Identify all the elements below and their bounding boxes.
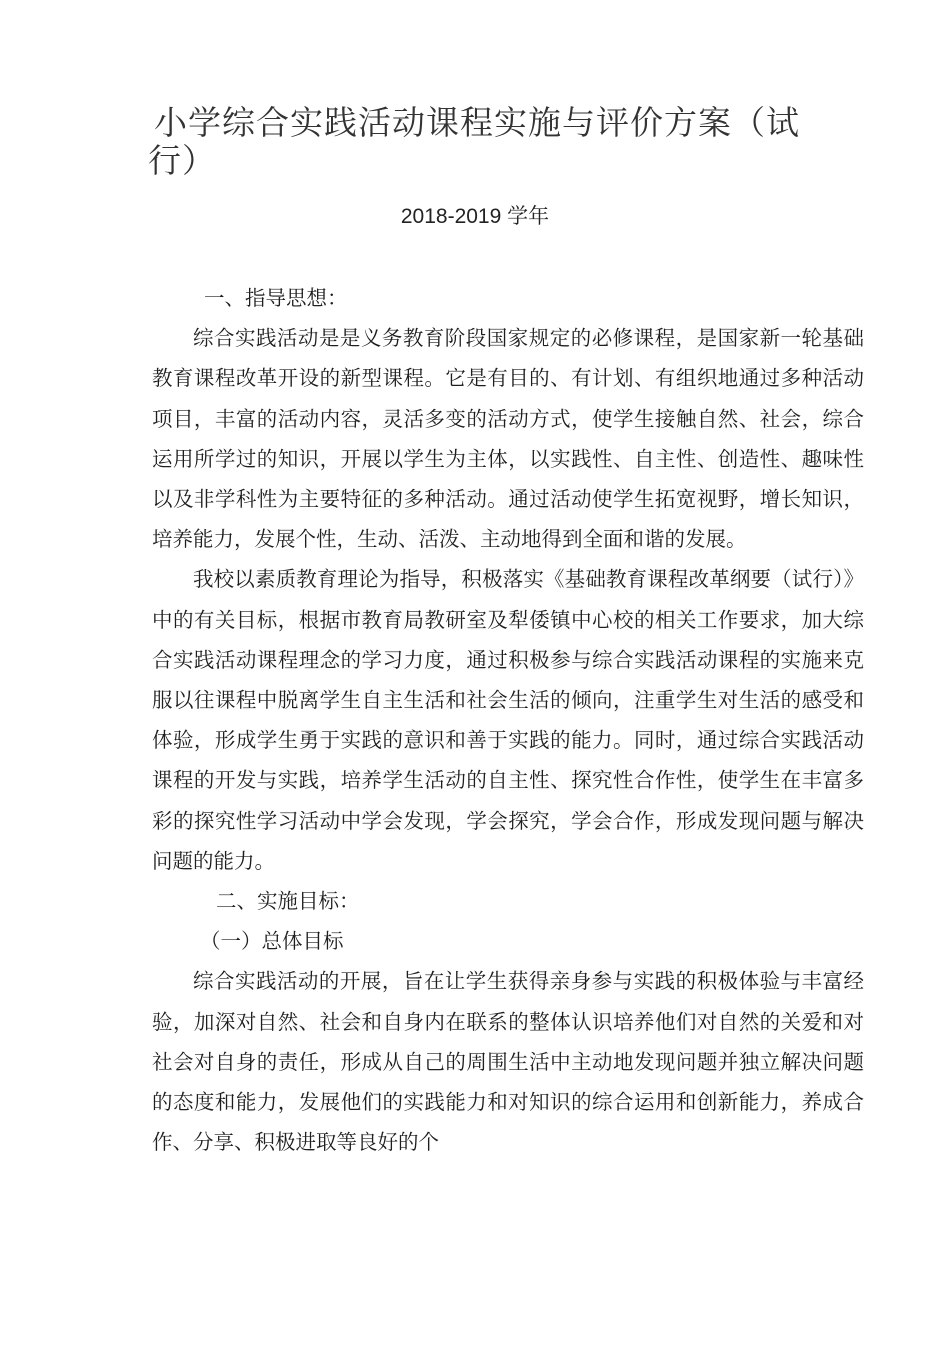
title-line-2: 行） — [148, 141, 216, 181]
heading-overall-goals: （一）总体目标 — [200, 929, 344, 954]
heading-guiding-ideology: 一、指导思想： — [204, 286, 348, 310]
paragraph-2: 我校以素质教育理论为指导，积极落实《基础教育课程改革纲要（试行）》中的有关目标，根据市教育局教研室及犁倭镇中心校的相关工作要求，加大综合实践活动课程理念的学习力度，通过积极参与综合实践活动课程的实施来克服以往课程中脱离学生自主生活和社会生活的倾向，注重学生对生活的感受和体验，形成学生勇于实践的意识和善于实践的能力。同时，通过综合实践活动课程的开发与实践，培养学生活动的自主性、探究性合作性，使学生在丰富多彩的探究性学习活动中学会发现，学会探究，学会合作，形成发现问题与解决问题的能力。 — [152, 567, 864, 873]
paragraph-3: 综合实践活动的开展，旨在让学生获得亲身参与实践的积极体验与丰富经验，加深对自然、社会和自身内在联系的整体认识培养他们对自然的关爱和对社会对自身的责任，形成从自己的周围生活中主动地发现问题并独立解决问题的态度和能力，发展他们的实践能力和对知识的综合运用和创新能力，养成合作、分享、积极进取等良好的个 — [152, 969, 864, 1155]
heading-implementation-goals: 二、实施目标： — [216, 889, 360, 914]
school-year: 2018-2019 学年 — [400, 205, 550, 228]
document-body — [152, 278, 864, 1162]
paragraph-1: 综合实践活动是是义务教育阶段国家规定的必修课程，是国家新一轮基础教育课程改革开设的新型课程。它是有目的、有计划、有组织地通过多种活动项目，丰富的活动内容，灵活多变的活动方式，使学生接触自然、社会，综合运用所学过的知识，开展以学生为主体，以实践性、自主性、创造性、趣味性以及非学科性为主要特征的多种活动。通过活动使学生拓宽视野，增长知识，培养能力，发展个性，生动、活泼、主动地得到全面和谐的发展。 — [152, 326, 864, 552]
title-line-1: 小学综合实践活动课程实施与评价方案（试 — [154, 103, 800, 143]
document-title — [148, 104, 848, 180]
